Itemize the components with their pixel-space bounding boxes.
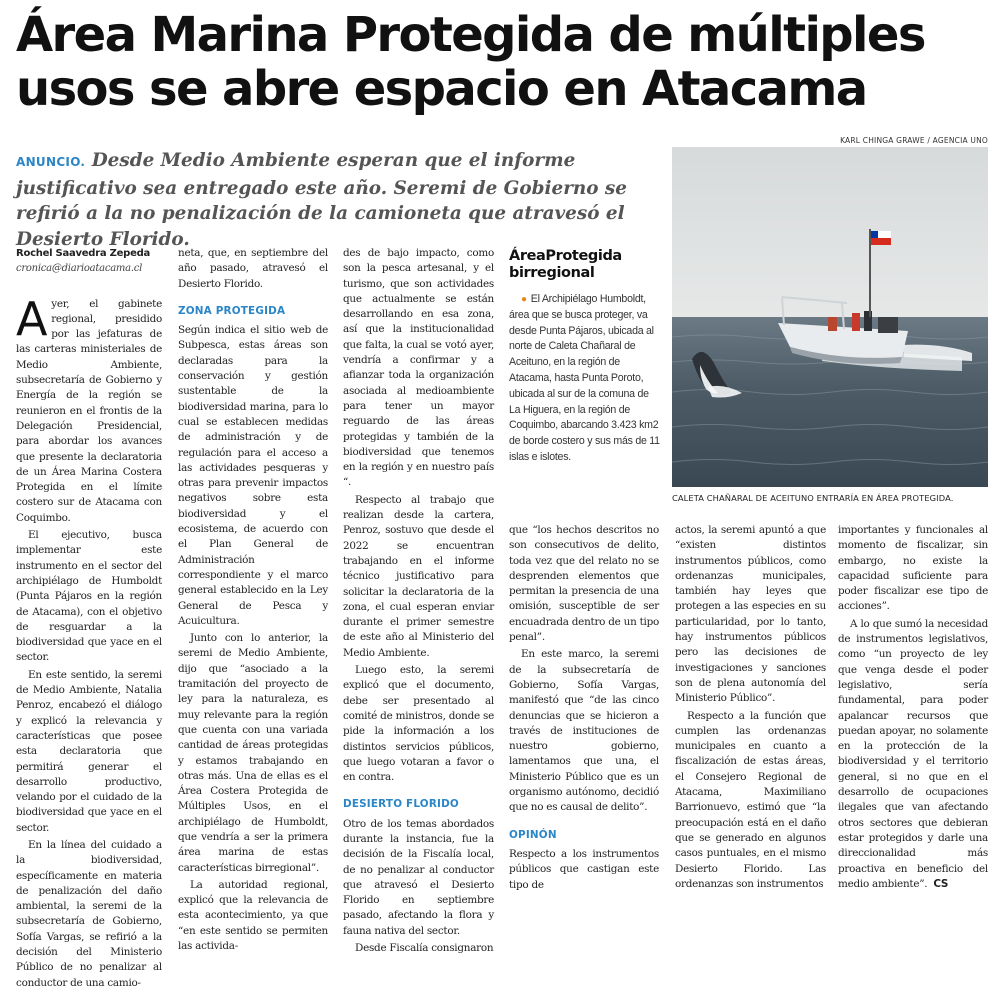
- article-column-3: [343, 246, 494, 955]
- drop-cap: A: [16, 291, 48, 346]
- paragraph: Junto con lo anterior, la seremi de Medio Ambiente, dijo que “asociado a la tramitación del proyecto de ley para la naturaleza, es muy relevante para la región que cuenta con una variada cantidad de áreas protegidas y estamos trabajando en otras más. Una de ellas es el Área Costera Protegida de Múltiples Usos, en el archipiélago de Humboldt, que vendría a ser la primera área marina de estas características birregional”.: [178, 632, 328, 874]
- paragraph: importantes y funcionales al momento de fiscalizar, sin embargo, no existe la capacidad suficiente para poder fiscalizar ese tipo de acciones”.: [838, 524, 988, 613]
- sidebar-text-body: El Archipiélago Humboldt, área que se busca proteger, va desde Punta Pájaros, ubicada al norte de Caleta Chañaral de Aceituno, en la región de Atacama, hasta Punta Poroto, ubicada al sur de la comuna de La Higuera, en la región de Coquimbo, abarcando 3.423 km2 de borde costero y sus más de 11 islas e islotes.: [509, 293, 660, 463]
- headline-line-2: usos se abre espacio en Atacama: [16, 61, 867, 117]
- sidebar-text: [509, 292, 661, 466]
- lead-text: Desde Medio Ambiente esperan que el informe justificativo sea entregado este año. Seremi de Gobierno se refirió a la no penalización de la camioneta que atravesó el Desierto Florido.: [16, 150, 627, 250]
- paragraph: neta, que, en septiembre del año pasado, atravesó el Desierto Florido.: [178, 247, 328, 290]
- photo-caption: CALETA CHAÑARAL DE ACEITUNO ENTRARÍA EN ÁREA PROTEGIDA.: [672, 493, 954, 503]
- paragraph: Respecto a los instrumentos públicos que castigan este tipo de: [509, 847, 659, 891]
- byline-author: Rochel Saavedra Zepeda: [16, 248, 151, 259]
- paragraph: Desde Fiscalía consignaron: [355, 942, 494, 955]
- article-column-5: [675, 523, 826, 890]
- paragraph: que “los hechos descritos no son consecutivos de delito, toda vez que del relato no se desprenden elementos que permitan la presencia de una omisión, susceptible de ser encuadrada dentro de un tipo penal”.: [509, 524, 659, 644]
- article-column-2: [178, 246, 328, 953]
- paragraph: Otro de los temas abordados durante la instancia, fue la decisión de la Fiscalía local, de no penalizar al conductor que atravesó el Desierto Florido en septiembre pasado, afectando la flora y fauna nativa del sector.: [343, 817, 494, 937]
- paragraph: Respecto a la función que cumplen las ordenanzas municipales en cuanto a fiscalización de estas áreas, el Consejero Regional de Atacama, Maximiliano Barrionuevo, estimó que “la preocupación está en el daño que se generado en algunos casos puntuales, en el mismo Desierto Florido. Las ordenanzas son instrumentos: [675, 709, 826, 890]
- end-mark: CS: [933, 877, 949, 890]
- paragraph: [838, 617, 988, 892]
- paragraph: En este sentido, la seremi de Medio Ambiente, Natalia Penroz, encabezó el diálogo y explicó la relevancia y características que posee esta declaratoria que permitirá generar el desarrollo productivo, velando por el cuidado de la biodiversidad que yace en el sector.: [16, 668, 162, 834]
- subhead-zona-protegida: ZONA PROTEGIDA: [178, 304, 286, 317]
- news-photo: [672, 147, 988, 487]
- photo-credit: KARL CHINGA GRAWE / AGENCIA UNO: [840, 136, 988, 145]
- paragraph: Luego esto, la seremi explicó que el documento, debe ser presentado al comité de ministros, donde se pide la información a los distintos servicios públicos, que luego votaran a favor o en contra.: [343, 664, 494, 784]
- paragraph: Según indica el sitio web de Subpesca, estas áreas son declaradas para la conservación y gestión sustentable de la biodiversidad marina, para lo cual se establecen medidas de administración y de regulación para el acceso a las actividades pesqueras y otras para prevenir impactos negativos sobre esta biodiversidad y el ecosistema, de acuerdo con el Plan General de Administración correspondiente y el marco general establecido en la Ley General de Pesca y Acuicultura.: [178, 324, 328, 627]
- headline: [16, 8, 986, 116]
- lead-paragraph: [16, 148, 664, 252]
- subhead-desierto-florido: DESIERTO FLORIDO: [343, 798, 459, 811]
- paragraph: En la línea del cuidado a la biodiversidad, específicamente en materia de penalización del daño ambiental, la seremi de la subsecretaría de Gobierno, Sofía Vargas, se refirió a la decisión del Ministerio Público de no penalizar al conductor de una camio-: [16, 838, 162, 989]
- paragraph: des de bajo impacto, como son la pesca artesanal, y el turismo, que son actividades que actualmente se están desarrollando en esa zona, así que la institucionalidad que falta, la cual se votó ayer, vendría a confirmar y a afianzar toda la organización asociada al medioambiente para tener un mayor reguardo de las áreas protegidas y también de la biodiversidad que tenemos en la región y en nuestro país “.: [343, 247, 494, 489]
- paragraph: La autoridad regional, explicó que la relevancia de esta acontecimiento, ya que “en este sentido se permiten las activida-: [178, 878, 328, 953]
- paragraph-text: yer, el gabinete regional, presidido por las jefaturas de las carteras ministeriales de Medio Ambiente, subsecretaría de Gobierno y Energía de la región se reunieron en el frontis de la Delegación Presidencial, para abordar los avances que presente la declaratoria de un Área Marina Costera Protegida en el límite costero sur de Atacama con Coquimbo.: [16, 297, 162, 524]
- article-column-4: [509, 523, 659, 891]
- sidebar-box: [509, 246, 661, 516]
- paragraph: [16, 291, 162, 526]
- paragraph: En este marco, la seremi de la subsecretaría de Gobierno, Sofía Vargas, manifestó que “de las cinco denuncias que se hicieron a través de instituciones de nuestro gobierno, lamentamos que una, el Ministerio Público que es un organismo autónomo, decidió que no es causal de delito”.: [509, 648, 659, 814]
- article-column-6: [838, 523, 988, 890]
- lead-kicker: ANUNCIO.: [16, 155, 86, 169]
- article-column-1: [16, 246, 162, 989]
- paragraph: El ejecutivo, busca implementar este instrumento en el sector del archipiélago de Humboldt (Punta Pájaros en la región de Atacama), con el objetivo de resguardar a la biodiversidad que yace en el sector.: [16, 529, 162, 664]
- sidebar-title-line-1: ÁreaProtegida: [509, 248, 622, 264]
- boat-at-sea-image: [672, 147, 988, 487]
- headline-line-1: Área Marina Protegida de múltiples: [16, 7, 925, 63]
- byline-email: cronica@diarioatacama.cl: [16, 263, 143, 275]
- sidebar-title-line-2: birregional: [509, 265, 595, 281]
- paragraph-text: A lo que sumó la necesidad de instrumentos legislativos, como “un proyecto de ley que venga desde el poder legislativo, sería fundamental, para poder apalancar recursos que puedan apoyar, no solamente en la protección de la biodiversidad y el territorio general, si no que en el desarrollo de ocupaciones ilegales que van afectando otros sectores que debieran estar protegidos y darle una direccionalidad más proactiva en beneficio del medio ambiente”.: [838, 617, 988, 890]
- sidebar-title: [509, 248, 661, 282]
- subhead-opinion: OPINÓN: [509, 828, 557, 841]
- bullet-icon: ●: [521, 294, 527, 305]
- paragraph: actos, la seremi apuntó a que “existen distintos instrumentos públicos, como ordenanzas municipales, también hay leyes que protegen a las especies en su particularidad, por lo tanto, hay instrumentos públicos pero las decisiones de investigaciones y sanciones son de plena autonomía del Ministerio Público”.: [675, 524, 826, 705]
- paragraph: Respecto al trabajo que realizan desde la cartera, Penroz, sostuvo que desde el 2022 se encuentran trabajando en el informe técnico justificativo para solicitar la declaratoria de la zona, el cual esperan enviar durante el primer semestre de este año al Ministerio del Medio Ambiente.: [343, 493, 494, 659]
